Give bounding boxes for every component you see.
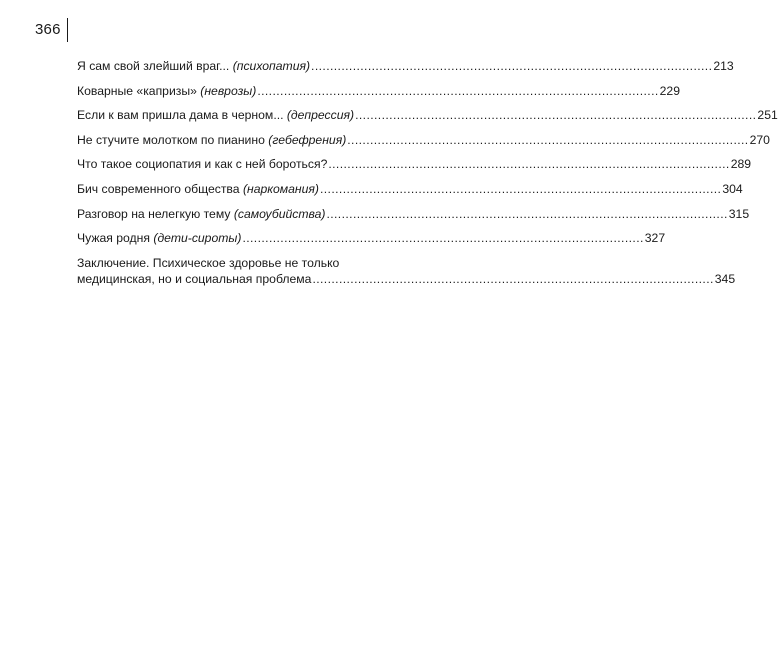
- toc-entry-tag: (дети-сироты): [153, 231, 242, 246]
- dot-leader: ..........................................................................................................: [347, 132, 749, 147]
- toc-entry-title: [77, 230, 241, 246]
- toc-line: [77, 132, 770, 148]
- toc-entry: [77, 255, 736, 287]
- toc-entry: [77, 132, 770, 148]
- toc-entry: [77, 107, 778, 123]
- toc-entry: [77, 156, 752, 172]
- toc-entry-title: [77, 83, 256, 99]
- page-number: 366: [35, 21, 61, 38]
- toc-entry-title: [77, 132, 346, 148]
- dot-leader: ..........................................................................................................: [312, 271, 714, 286]
- toc-line: [77, 156, 752, 172]
- toc-entry-tag: (гебефрения): [268, 132, 347, 147]
- toc-entry-title: [77, 271, 311, 287]
- table-of-contents: [77, 58, 778, 295]
- toc-entry-page: 270: [749, 132, 770, 147]
- toc-entry-title-text: Не стучите молотком по пианино: [77, 132, 269, 147]
- dot-leader: ..........................................................................................................: [326, 206, 728, 221]
- toc-line: [77, 107, 778, 123]
- toc-line: [77, 83, 680, 99]
- toc-entry-page: 304: [722, 181, 743, 196]
- toc-entry-title-line1: Заключение. Психическое здоровье не только: [77, 255, 340, 270]
- toc-entry-title-text: медицинская, но и социальная проблема: [77, 271, 312, 286]
- toc-entry-page: 315: [728, 206, 750, 221]
- toc-line: [77, 271, 736, 287]
- page-header: [35, 18, 68, 42]
- toc-entry-tag: (психопатия): [232, 59, 311, 73]
- toc-line: [77, 58, 734, 74]
- toc-entry-tag: (депрессия): [286, 108, 355, 123]
- toc-entry-title-text: Бич современного общества: [77, 181, 243, 196]
- toc-line: [77, 230, 666, 246]
- toc-entry-title: [77, 156, 327, 172]
- toc-entry: [77, 206, 750, 222]
- dot-leader: ..........................................................................................................: [355, 108, 757, 123]
- toc-entry-page: 251: [757, 108, 778, 123]
- toc-entry-page: 289: [730, 157, 752, 172]
- toc-entry: [77, 58, 734, 74]
- toc-line: [77, 206, 750, 222]
- header-rule: [67, 18, 68, 42]
- dot-leader: ..........................................................................................................: [257, 83, 659, 98]
- toc-entry-title: [77, 206, 325, 222]
- toc-entry-title-text: Разговор на нелегкую тему: [77, 206, 234, 221]
- toc-entry-tag: (самоубийства): [233, 206, 326, 221]
- dot-leader: ..........................................................................................................: [311, 59, 713, 73]
- toc-entry-page: 213: [713, 59, 734, 73]
- toc-entry-title: [77, 181, 319, 197]
- toc-entry: [77, 83, 680, 99]
- toc-entry-title-text: Я сам свой злейший враг...: [77, 59, 233, 73]
- toc-entry-tag: (неврозы): [200, 83, 257, 98]
- dot-leader: ..........................................................................................................: [319, 181, 722, 196]
- toc-entry-title: [77, 58, 310, 74]
- toc-entry-title-text: Если к вам пришла дама в черном...: [77, 108, 287, 123]
- toc-entry-page: 229: [659, 83, 680, 98]
- toc-entry-page: 327: [644, 231, 666, 246]
- toc-entry-title: [77, 107, 354, 123]
- toc-entry-tag: (наркомания): [242, 181, 319, 196]
- dot-leader: ..........................................................................................................: [328, 157, 730, 172]
- toc-entry: [77, 230, 666, 246]
- toc-entry-title-text: Чужая родня: [77, 231, 154, 246]
- dot-leader: ..........................................................................................................: [242, 231, 644, 246]
- toc-entry: [77, 181, 743, 197]
- toc-entry-title-text: Коварные «капризы»: [77, 83, 201, 98]
- toc-entry-page: 345: [714, 271, 736, 286]
- toc-line: [77, 181, 743, 197]
- toc-entry-title-text: Что такое социопатия и как с ней бороться?: [77, 157, 328, 172]
